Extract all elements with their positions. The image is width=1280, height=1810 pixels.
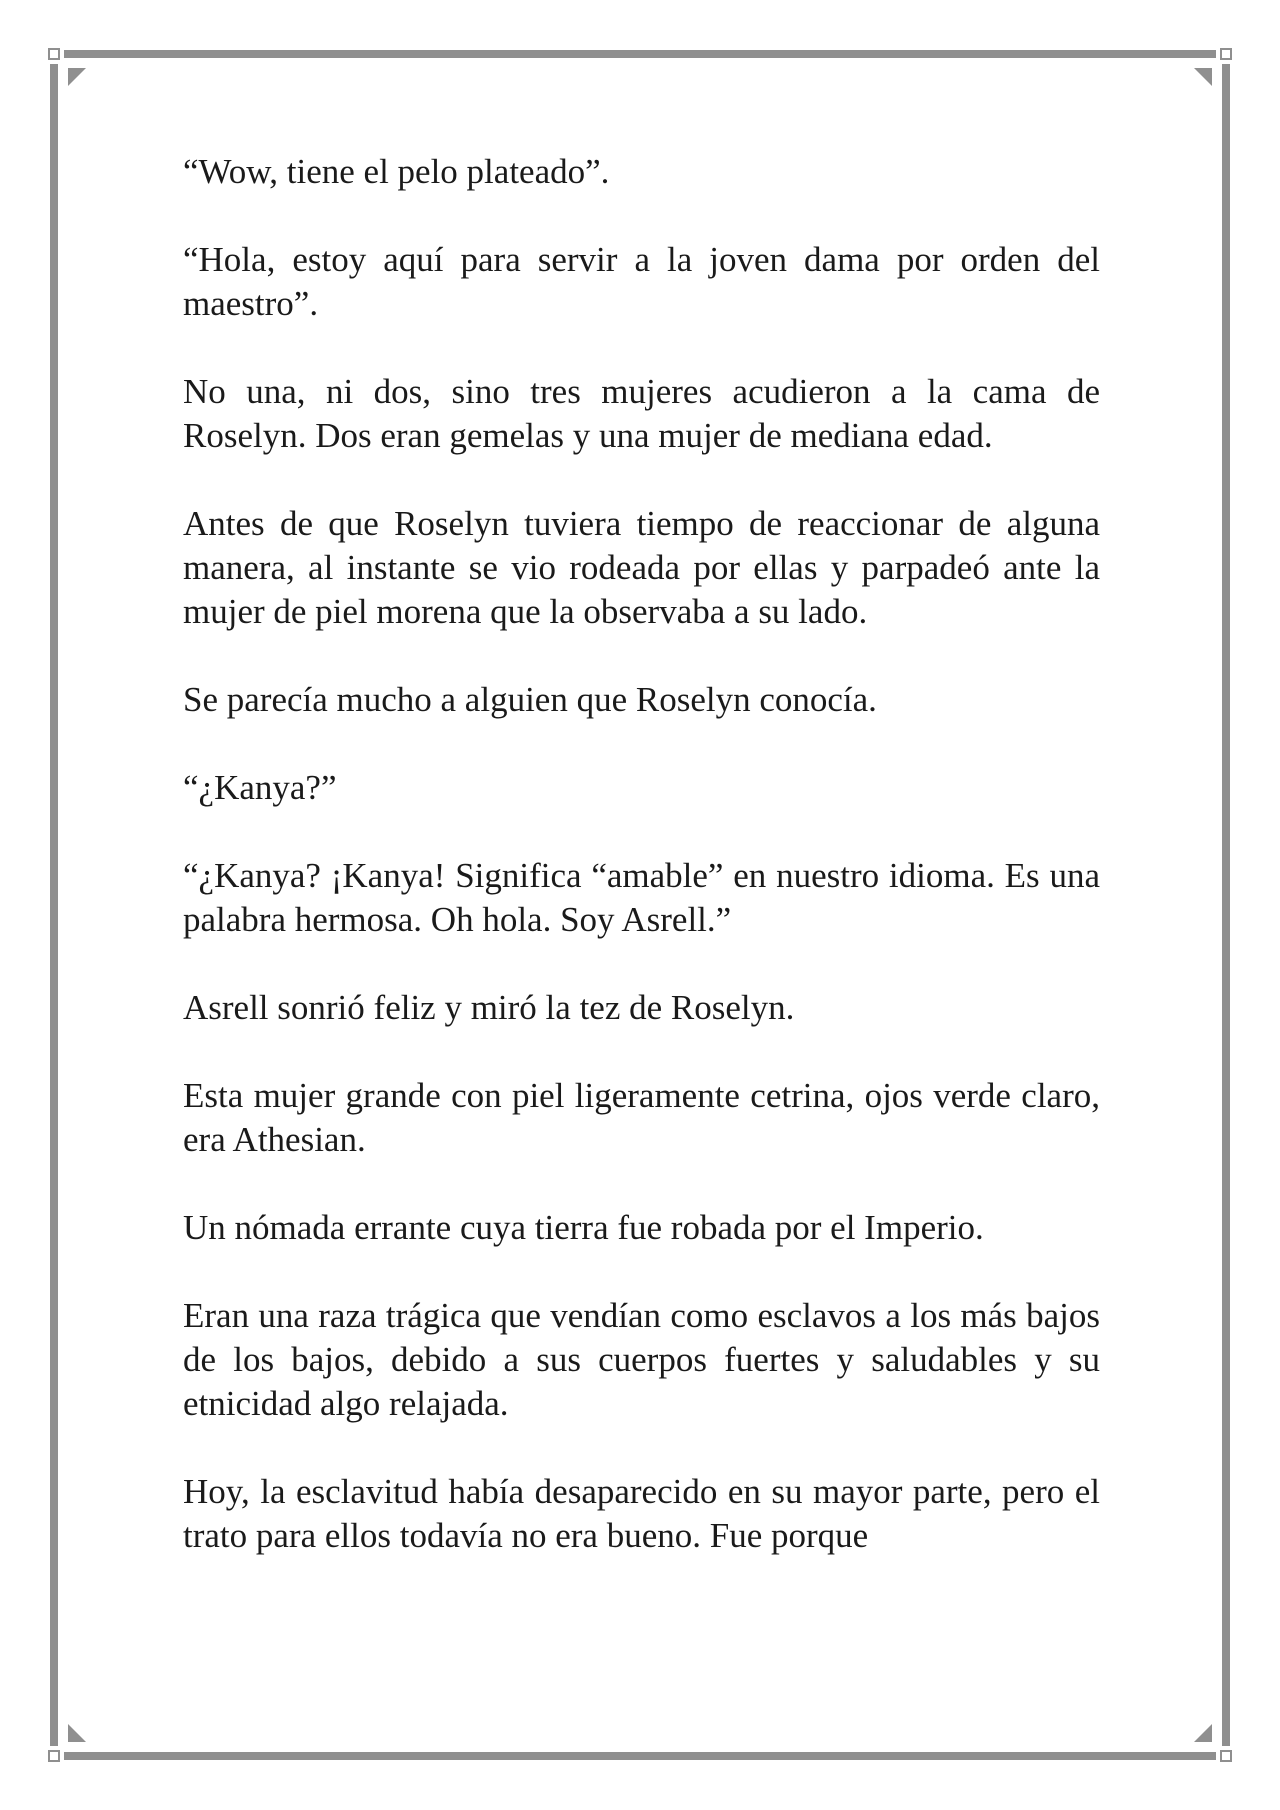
border-right xyxy=(1222,64,1230,1746)
paragraph: Hoy, la esclavitud había desaparecido en su mayor parte, pero el trato para ellos todavía no era bueno. Fue porque xyxy=(183,1472,1100,1555)
paragraph: Un nómada errante cuya tierra fue robada por el Imperio. xyxy=(183,1208,984,1247)
corner-triangle-bottom-left xyxy=(68,1724,86,1742)
paragraph: “Hola, estoy aquí para servir a la joven dama por orden del maestro”. xyxy=(183,240,1100,323)
paragraph: “¿Kanya?” xyxy=(183,768,337,807)
border-left xyxy=(50,64,58,1746)
paragraph: No una, ni dos, sino tres mujeres acudieron a la cama de Roselyn. Dos eran gemelas y una mujer de mediana edad. xyxy=(183,372,1100,455)
corner-triangle-top-right xyxy=(1194,68,1212,86)
corner-triangle-top-left xyxy=(68,68,86,86)
corner-ornament-bottom-left xyxy=(48,1750,60,1762)
paragraph: Se parecía mucho a alguien que Roselyn conocía. xyxy=(183,680,877,719)
corner-ornament-top-right xyxy=(1220,48,1232,60)
corner-ornament-bottom-right xyxy=(1220,1750,1232,1762)
paragraph: “¿Kanya? ¡Kanya! Significa “amable” en nuestro idioma. Es una palabra hermosa. Oh hola. Soy Asrell.” xyxy=(183,856,1100,939)
corner-triangle-bottom-right xyxy=(1194,1724,1212,1742)
paragraph: Asrell sonrió feliz y miró la tez de Roselyn. xyxy=(183,988,795,1027)
paragraph: “Wow, tiene el pelo plateado”. xyxy=(183,152,610,191)
paragraph: Eran una raza trágica que vendían como esclavos a los más bajos de los bajos, debido a sus cuerpos fuertes y saludables y su etnicidad algo relajada. xyxy=(183,1296,1100,1423)
page-body-text xyxy=(183,150,1100,1558)
paragraph: Antes de que Roselyn tuviera tiempo de reaccionar de alguna manera, al instante se vio rodeada por ellas y parpadeó ante la mujer de piel morena que la observaba a su lado. xyxy=(183,504,1100,631)
paragraph: Esta mujer grande con piel ligeramente cetrina, ojos verde claro, era Athesian. xyxy=(183,1076,1100,1159)
corner-ornament-top-left xyxy=(48,48,60,60)
border-bottom xyxy=(64,1752,1216,1760)
border-top xyxy=(64,50,1216,58)
